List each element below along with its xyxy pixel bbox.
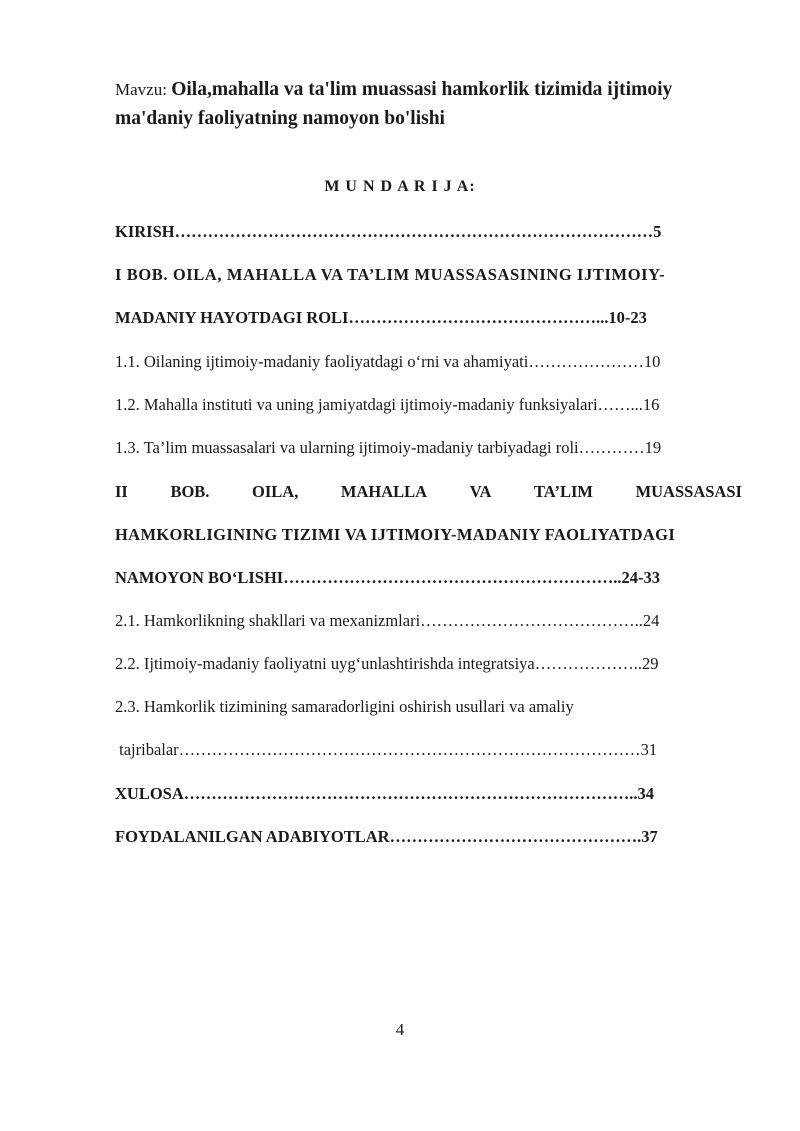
document-title — [115, 76, 755, 134]
toc-chapter2-word: BOB. — [170, 482, 210, 501]
toc-heading: M U N D A R I J A: — [324, 178, 476, 195]
toc-chapter2-word: MUASSASASI — [635, 482, 742, 501]
toc-entry-chapter1-line1 — [115, 265, 742, 285]
toc-chapter2-word: VA — [469, 482, 492, 501]
toc-entry-section-1-3: 1.3. Ta’lim muassasalari va ularning ijtimoiy-madaniy tarbiyadagi roli…………19 — [115, 438, 662, 457]
toc-chapter2-word: TA’LIM — [534, 482, 593, 501]
toc-entry-chapter2-line3: NAMOYON BO‘LISHI……………………………………………………..24-33 — [115, 568, 660, 587]
toc-entry-section-2-1: 2.1. Hamkorlikning shakllari va mexanizmlari…………………………………..24 — [115, 611, 660, 630]
toc-entry-section-1-1: 1.1. Oilaning ijtimoiy-madaniy faoliyatdagi o‘rni va ahamiyati…………………10 — [115, 352, 661, 371]
toc-chapter2-word: OILA, — [252, 482, 299, 501]
toc-entry-adabiyotlar: FOYDALANILGAN ADABIYOTLAR……………………………………….37 — [115, 827, 658, 846]
toc-entry-chapter2-line1 — [115, 482, 742, 502]
toc-entry-chapter2-line2: HAMKORLIGINING TIZIMI VA IJTIMOIY-MADANIY FAOLIYATDAGI — [115, 525, 676, 544]
toc-chapter2-word: II — [115, 482, 128, 501]
title-prefix: Mavzu: — [115, 80, 172, 99]
toc-entry-kirish: KIRISH……………………………………………………………………………5 — [115, 222, 662, 241]
toc-entry-xulosa: XULOSA………………………………………………………………………..34 — [115, 784, 655, 803]
toc-entry-chapter1-line2: MADANIY HAYOTDAGI ROLI………………………………………...10-23 — [115, 308, 647, 327]
toc-chapter1-text: I BOB. OILA, MAHALLA VA TA’LIM MUASSASASINING IJTIMOIY- — [115, 265, 666, 284]
title-text: Oila,mahalla va ta'lim muassasi hamkorlik tizimida ijtimoiy ma'daniy faoliyatning namoyon bo'lishi — [115, 79, 673, 129]
toc-entry-section-2-2: 2.2. Ijtimoiy-madaniy faoliyatni uyg‘unlashtirishda integratsiya………………..29 — [115, 654, 659, 673]
toc-entry-section-2-3-line1: 2.3. Hamkorlik tizimining samaradorligini oshirish usullari va amaliy — [115, 697, 574, 716]
page-number: 4 — [395, 1020, 405, 1039]
toc-chapter2-word: MAHALLA — [340, 482, 428, 501]
toc-entry-section-2-3-line2: tajribalar…………………………………………………………………………31 — [115, 740, 658, 759]
toc-entry-section-1-2: 1.2. Mahalla instituti va uning jamiyatdagi ijtimoiy-madaniy funksiyalari……...16 — [115, 395, 660, 414]
